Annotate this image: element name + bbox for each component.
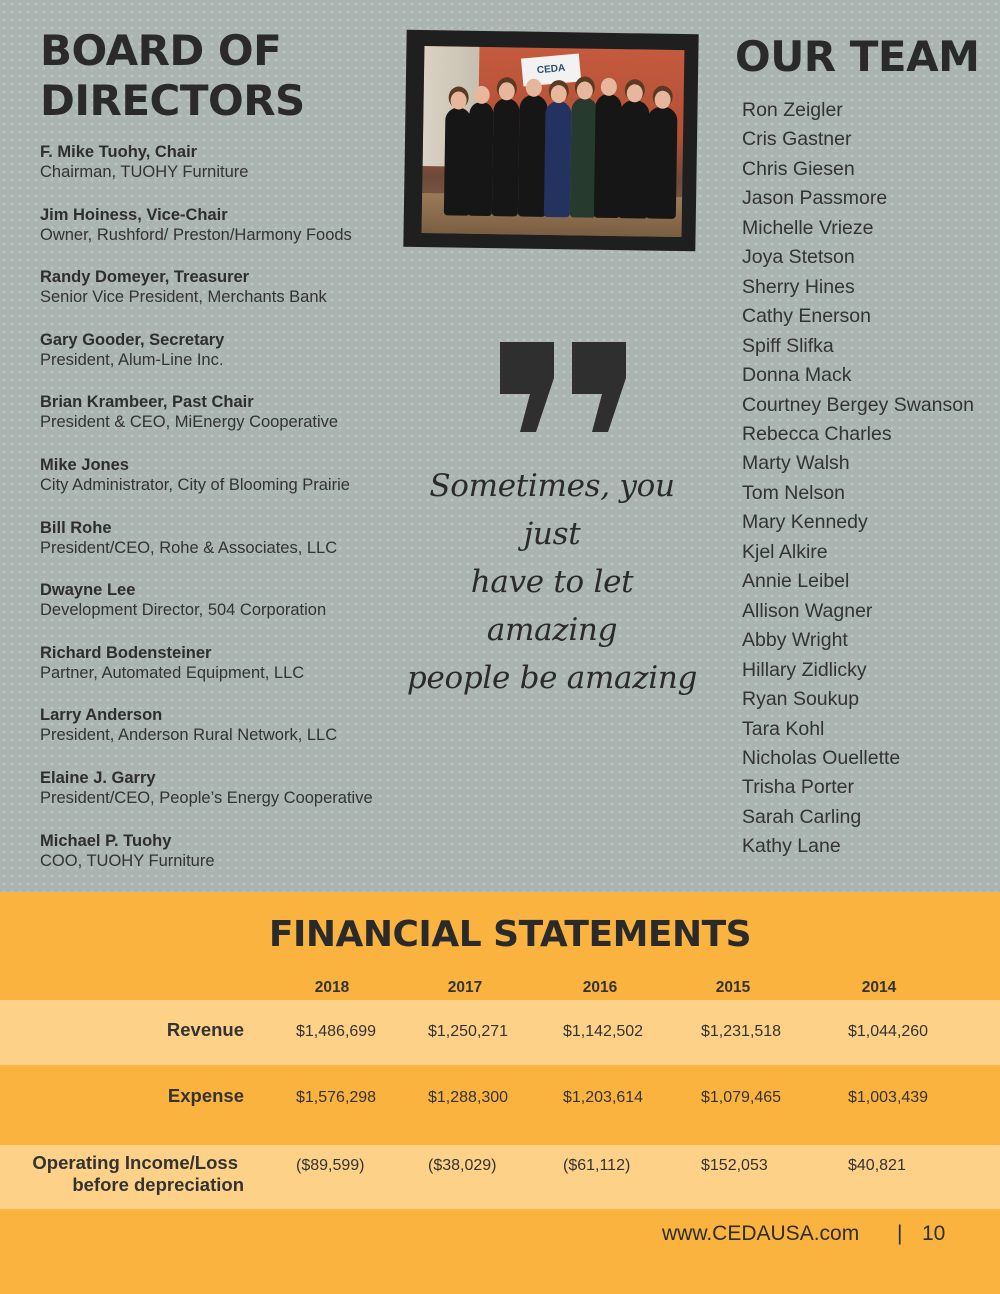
director-title: Partner, Automated Equipment, LLC bbox=[40, 663, 305, 682]
row-label: Revenue bbox=[166, 1019, 244, 1040]
team-photo-frame bbox=[403, 30, 698, 252]
table-cell: $1,486,699 bbox=[296, 1023, 377, 1040]
table-cell: $1,250,271 bbox=[428, 1023, 509, 1040]
team-member: Hillary Zidlicky bbox=[742, 658, 867, 681]
director-item bbox=[40, 142, 410, 205]
director-item bbox=[40, 705, 410, 768]
director-title: COO, TUOHY Furniture bbox=[40, 851, 215, 870]
director-title: President, Alum-Line Inc. bbox=[40, 350, 224, 369]
year-header: 2015 bbox=[715, 979, 751, 996]
table-cell: $1,203,614 bbox=[563, 1089, 644, 1106]
director-name: Gary Gooder, Secretary bbox=[40, 330, 225, 349]
ceda-sign: CEDA bbox=[521, 53, 581, 86]
team-member: Courtney Bergey Swanson bbox=[742, 393, 974, 416]
year-header: 2014 bbox=[861, 979, 897, 996]
footer-url[interactable]: www.CEDAUSA.com bbox=[662, 1222, 860, 1245]
director-name: Elaine J. Garry bbox=[40, 768, 156, 787]
table-cell: $1,003,439 bbox=[848, 1089, 929, 1106]
team-list bbox=[742, 96, 974, 862]
team-member: Trisha Porter bbox=[742, 776, 854, 799]
table-cell: $1,142,502 bbox=[563, 1023, 644, 1040]
year-header: 2017 bbox=[447, 979, 483, 996]
table-cell: $1,044,260 bbox=[848, 1023, 929, 1040]
team-member: Ryan Soukup bbox=[742, 688, 860, 711]
photo-person bbox=[646, 107, 678, 219]
quote-line: people be amazing bbox=[406, 660, 698, 696]
director-name: F. Mike Tuohy, Chair bbox=[40, 143, 198, 161]
team-member: Michelle Vrieze bbox=[742, 216, 874, 239]
director-name: Dwayne Lee bbox=[40, 581, 136, 600]
team-member: Cris Gastner bbox=[742, 128, 852, 151]
team-title: OUR TEAM bbox=[735, 32, 980, 81]
team-member: Tom Nelson bbox=[742, 481, 845, 504]
board-title bbox=[40, 26, 305, 126]
director-item bbox=[40, 831, 410, 894]
team-member: Ron Zeigler bbox=[742, 99, 843, 121]
team-member: Cathy Enerson bbox=[742, 305, 871, 328]
team-member: Sherry Hines bbox=[742, 275, 855, 298]
team-member: Jason Passmore bbox=[742, 187, 888, 210]
table-cell: $1,079,465 bbox=[701, 1089, 782, 1106]
photo-person bbox=[618, 100, 650, 218]
director-name: Michael P. Tuohy bbox=[40, 831, 172, 850]
quote-mark-icon bbox=[498, 342, 628, 434]
team-member: Kathy Lane bbox=[742, 835, 841, 858]
team-member: Joya Stetson bbox=[742, 246, 855, 269]
photo-person bbox=[544, 101, 572, 217]
team-member: Kjel Alkire bbox=[742, 540, 828, 563]
team-member: Rebecca Charles bbox=[742, 422, 892, 445]
director-title: President & CEO, MiEnergy Cooperative bbox=[40, 413, 339, 432]
team-member: Donna Mack bbox=[742, 364, 852, 387]
director-name: Bill Rohe bbox=[40, 518, 112, 537]
director-title: President/CEO, Rohe & Associates, LLC bbox=[40, 538, 338, 557]
table-row-operating bbox=[0, 1145, 1000, 1209]
director-item bbox=[40, 392, 410, 455]
director-item bbox=[40, 330, 410, 393]
team-member: Nicholas Ouellette bbox=[742, 746, 901, 769]
director-name: Mike Jones bbox=[40, 455, 129, 474]
row-label-line: before depreciation bbox=[72, 1174, 244, 1195]
quote-text bbox=[402, 462, 702, 702]
table-cell: $1,231,518 bbox=[701, 1023, 782, 1040]
director-item bbox=[40, 643, 410, 706]
director-name: Brian Krambeer, Past Chair bbox=[40, 393, 254, 412]
team-member: Sarah Carling bbox=[742, 805, 862, 828]
table-cell: ($89,599) bbox=[296, 1157, 365, 1174]
director-title: Chairman, TUOHY Furniture bbox=[40, 163, 249, 181]
table-cell: $152,053 bbox=[701, 1157, 768, 1174]
team-photo bbox=[422, 46, 685, 237]
table-row-revenue bbox=[0, 1000, 1000, 1065]
director-title: Development Director, 504 Corporation bbox=[40, 601, 327, 620]
financial-title: FINANCIAL STATEMENTS bbox=[268, 914, 752, 955]
director-name: Jim Hoiness, Vice-Chair bbox=[40, 205, 228, 224]
director-item bbox=[40, 267, 410, 330]
table-cell: $1,288,300 bbox=[428, 1089, 509, 1106]
quote-line: have to let amazing bbox=[470, 564, 634, 648]
year-header: 2016 bbox=[582, 979, 618, 996]
row-label: Expense bbox=[167, 1085, 244, 1106]
director-name: Randy Domeyer, Treasurer bbox=[40, 268, 250, 287]
team-member: Mary Kennedy bbox=[742, 511, 868, 534]
table-cell: ($38,029) bbox=[428, 1157, 497, 1174]
page-number: 10 bbox=[922, 1222, 946, 1245]
director-name: Larry Anderson bbox=[40, 706, 163, 725]
page-footer bbox=[0, 1222, 1000, 1252]
board-title-line1: BOARD OF bbox=[40, 26, 282, 75]
row-label-line: Operating Income/Loss bbox=[32, 1152, 238, 1173]
quote-line: Sometimes, you just bbox=[429, 468, 675, 552]
team-member: Abby Wright bbox=[742, 629, 848, 652]
director-item bbox=[40, 455, 410, 518]
director-name: Richard Bodensteiner bbox=[40, 643, 212, 662]
table-cell: $1,576,298 bbox=[296, 1089, 377, 1106]
board-title-line2: DIRECTORS bbox=[40, 76, 305, 125]
table-cell: ($61,112) bbox=[563, 1157, 631, 1174]
team-member: Marty Walsh bbox=[742, 452, 850, 475]
director-item bbox=[40, 518, 410, 581]
director-item bbox=[40, 768, 410, 831]
team-member: Spiff Slifka bbox=[742, 334, 834, 357]
director-item bbox=[40, 205, 410, 268]
team-member: Annie Leibel bbox=[742, 570, 850, 593]
footer-separator: | bbox=[897, 1222, 903, 1245]
director-title: President/CEO, People’s Energy Cooperative bbox=[40, 788, 373, 807]
director-item bbox=[40, 580, 410, 643]
director-title: Senior Vice President, Merchants Bank bbox=[40, 288, 327, 307]
director-title: City Administrator, City of Blooming Prairie bbox=[40, 475, 350, 494]
team-member: Tara Kohl bbox=[742, 717, 825, 740]
team-member: Allison Wagner bbox=[742, 599, 873, 622]
photo-person bbox=[492, 98, 520, 216]
row-label bbox=[32, 1152, 244, 1196]
team-member: Chris Giesen bbox=[742, 157, 855, 180]
board-list bbox=[40, 142, 410, 893]
year-header: 2018 bbox=[314, 979, 350, 996]
director-title: Owner, Rushford/ Preston/Harmony Foods bbox=[40, 225, 352, 244]
photo-person bbox=[468, 102, 494, 216]
table-row-expense bbox=[0, 1065, 1000, 1145]
table-cell: $40,821 bbox=[848, 1157, 906, 1174]
director-title: President, Anderson Rural Network, LLC bbox=[40, 726, 338, 745]
